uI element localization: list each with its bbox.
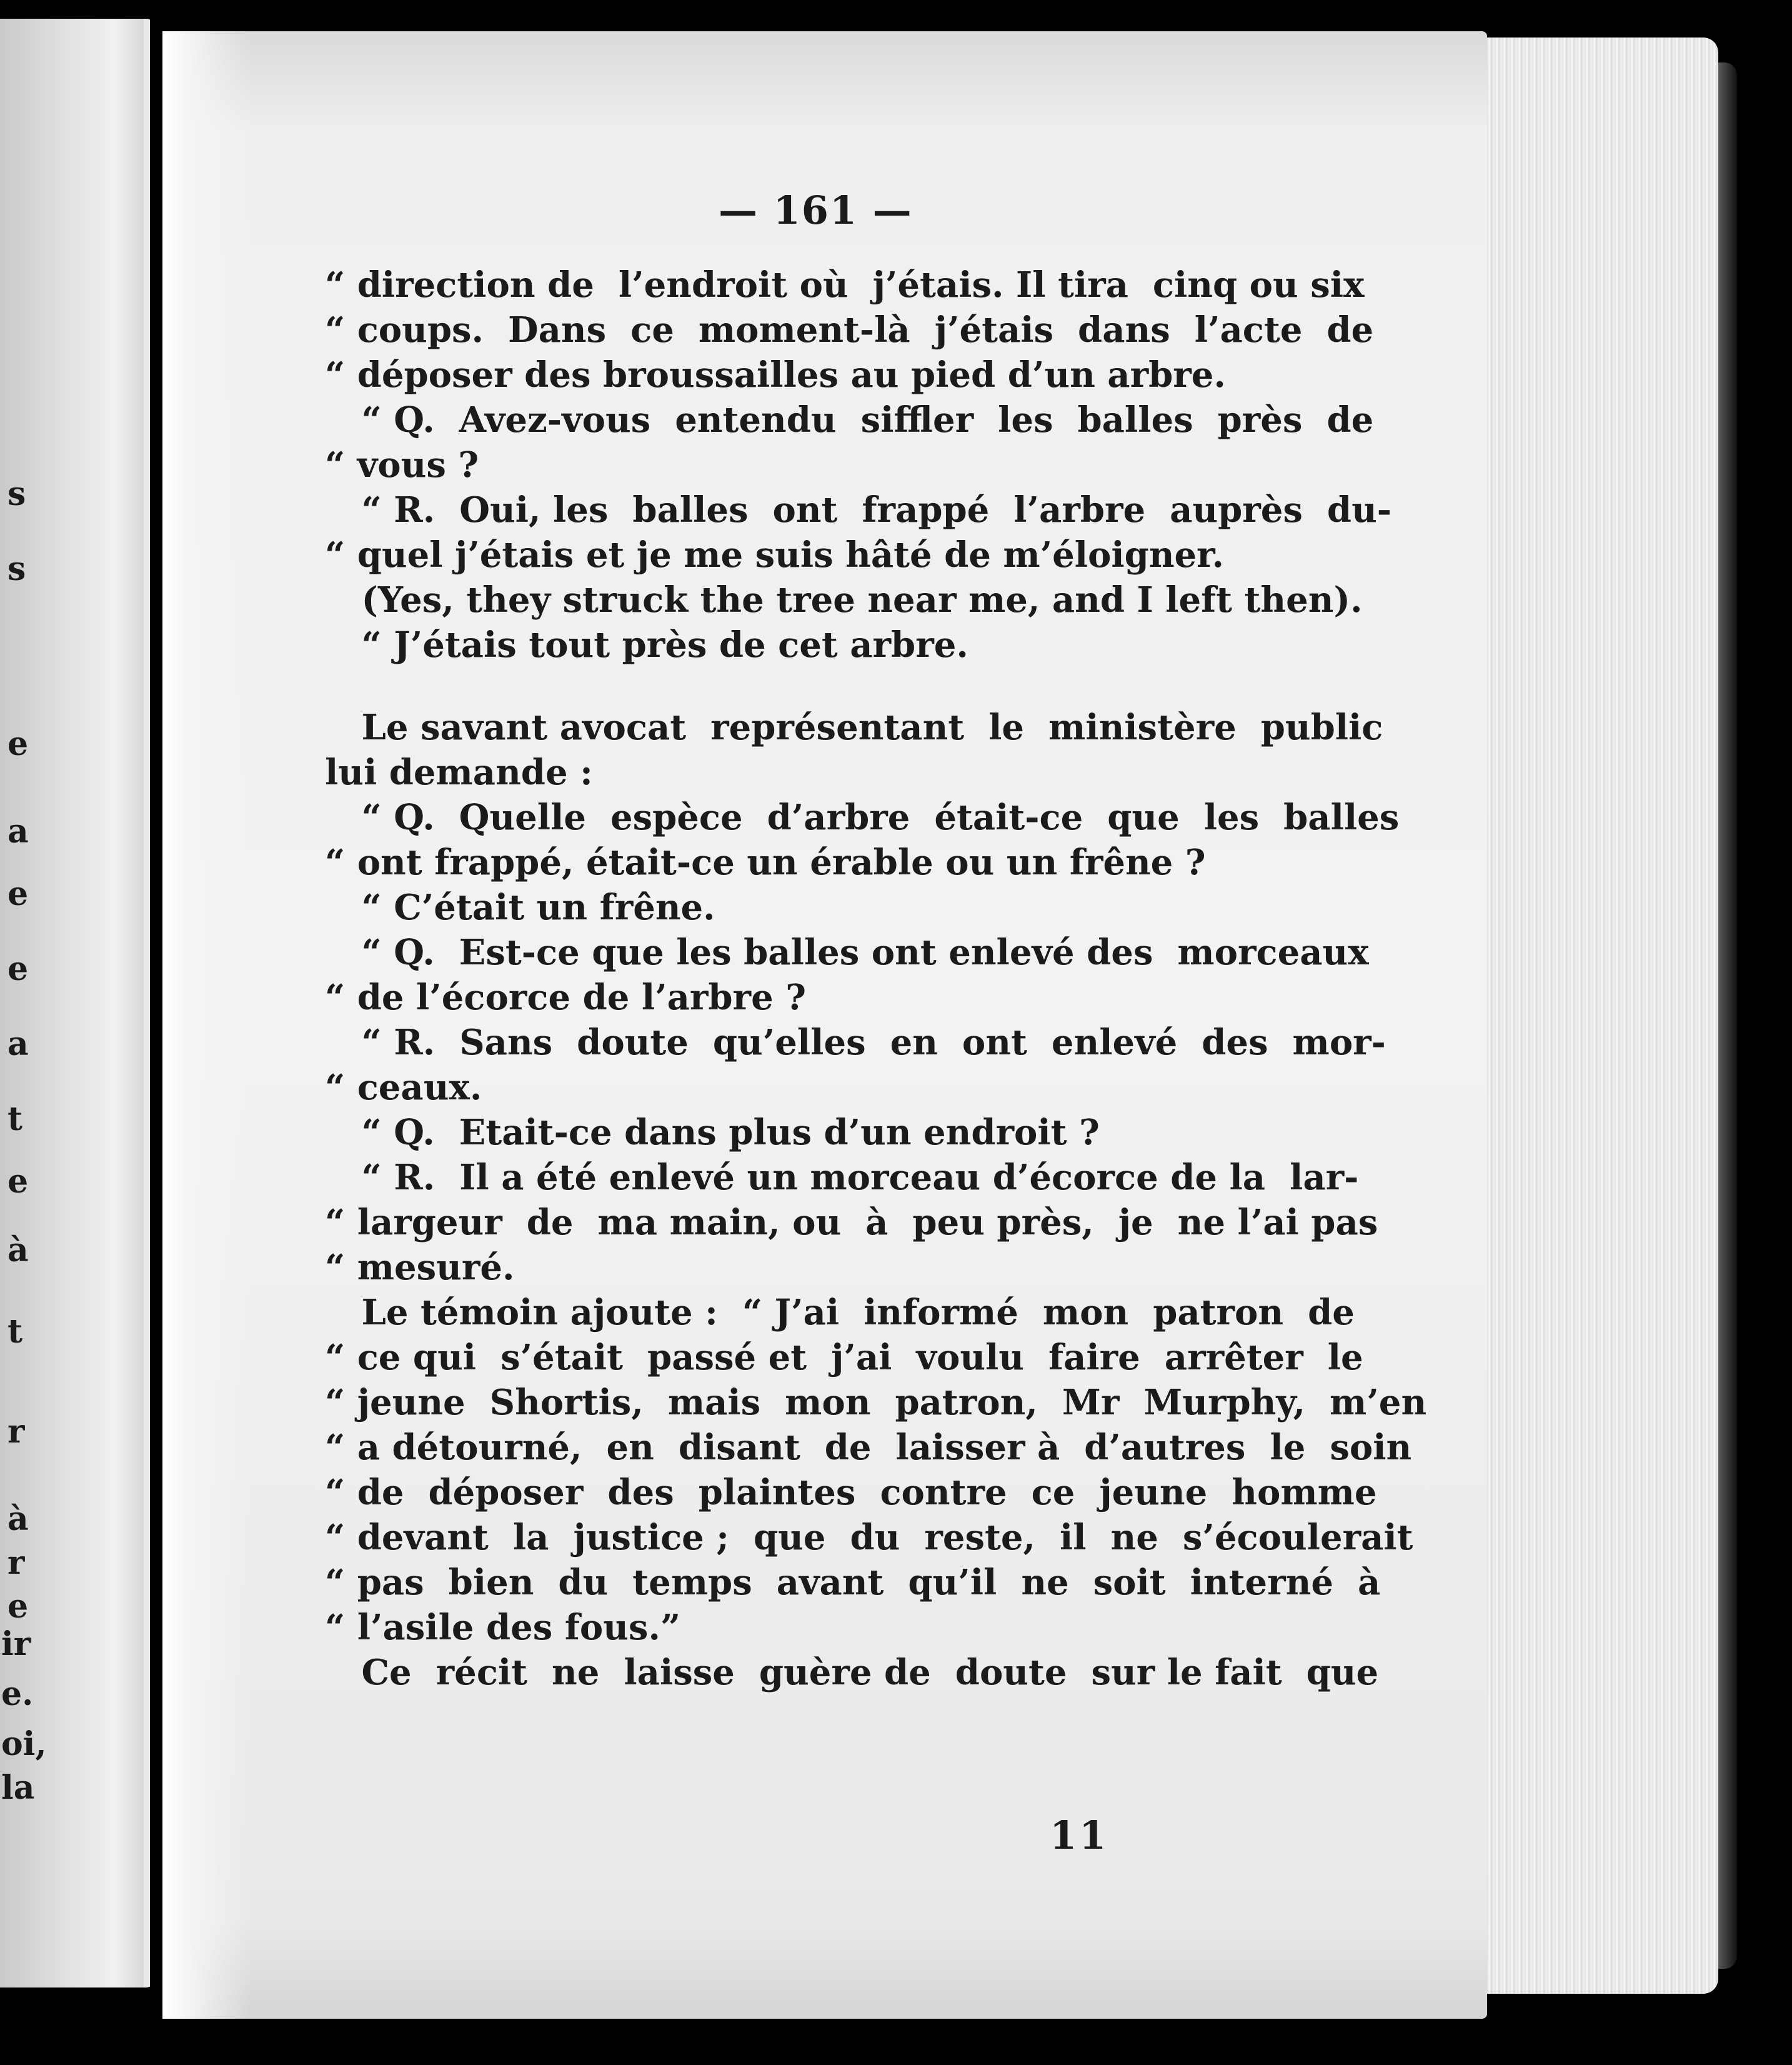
text-line: “ ont frappé, était-ce un érable ou un frêne ?	[325, 842, 1206, 883]
signature-mark: 11	[1050, 1812, 1109, 1858]
margin-fragment: t	[7, 1312, 23, 1351]
text-line: Le savant avocat représentant le ministère public	[325, 707, 1383, 748]
margin-fragment: oi,	[1, 1725, 47, 1763]
margin-fragment: à	[7, 1500, 29, 1538]
page-edges-stack	[1456, 38, 1718, 1994]
text-line: Le témoin ajoute : “ J’ai informé mon patron de	[325, 1292, 1355, 1333]
text-line: “ J’étais tout près de cet arbre.	[325, 624, 968, 666]
text-line: “ C’était un frêne.	[325, 887, 715, 928]
margin-fragment: r	[7, 1412, 25, 1451]
text-line: Ce récit ne laisse guère de doute sur le fait que	[325, 1652, 1379, 1693]
text-line: “ ce qui s’était passé et j’ai voulu faire arrêter le	[325, 1337, 1363, 1378]
margin-fragment: s	[7, 550, 26, 588]
margin-fragment: s	[7, 475, 26, 513]
margin-fragment: e.	[1, 1675, 34, 1713]
text-line: lui demande :	[325, 752, 593, 793]
text-line: “ jeune Shortis, mais mon patron, Mr Murphy, m’en	[325, 1382, 1427, 1423]
text-line: “ quel j’étais et je me suis hâté de m’éloigner.	[325, 534, 1225, 576]
text-line: “ Q. Est-ce que les balles ont enlevé des morceaux	[325, 932, 1369, 973]
text-line: “ devant la justice ; que du reste, il ne s’écoulerait	[325, 1517, 1413, 1558]
paragraph-gap	[325, 668, 1262, 705]
text-line: “ ceaux.	[325, 1067, 482, 1108]
text-line: “ Q. Etait-ce dans plus d’un endroit ?	[325, 1112, 1100, 1153]
text-line: “ pas bien du temps avant qu’il ne soit interné à	[325, 1562, 1381, 1603]
text-line: “ a détourné, en disant de laisser à d’autres le soin	[325, 1427, 1412, 1468]
margin-fragment: la	[1, 1769, 35, 1807]
margin-fragment: e	[7, 1588, 29, 1626]
margin-fragment: e	[7, 725, 29, 763]
text-line: “ R. Il a été enlevé un morceau d’écorce de la lar-	[325, 1157, 1359, 1198]
text-line: “ vous ?	[325, 444, 479, 486]
text-line: “ coups. Dans ce moment-là j’étais dans l’acte de	[325, 309, 1374, 351]
page-body-text	[325, 262, 1427, 1695]
text-line: “ R. Sans doute qu’elles en ont enlevé des mor-	[325, 1022, 1386, 1063]
text-line: “ R. Oui, les balles ont frappé l’arbre auprès du-	[325, 489, 1392, 531]
margin-fragment: ir	[1, 1625, 31, 1663]
margin-fragment: a	[7, 1025, 29, 1063]
text-line: “ Q. Avez-vous entendu siffler les balles près de	[325, 399, 1374, 441]
text-line: “ de déposer des plaintes contre ce jeune homme	[325, 1472, 1377, 1513]
text-line: “ direction de l’endroit où j’étais. Il tira cinq ou six	[325, 264, 1365, 306]
page-number: — 161 —	[719, 188, 913, 233]
margin-fragment: e	[7, 950, 29, 988]
text-line: “ mesuré.	[325, 1247, 515, 1288]
text-line: “ déposer des broussailles au pied d’un arbre.	[325, 354, 1226, 396]
margin-fragment: t	[7, 1100, 23, 1138]
margin-fragment: e	[7, 1162, 29, 1201]
text-line: “ l’asile des fous.”	[325, 1607, 681, 1648]
text-line: (Yes, they struck the tree near me, and I left then).	[325, 579, 1363, 621]
text-line: “ Q. Quelle espèce d’arbre était-ce que les balles	[325, 797, 1400, 838]
text-line: “ de l’écorce de l’arbre ?	[325, 977, 806, 1018]
margin-fragment: e	[7, 875, 29, 913]
margin-fragment: a	[7, 812, 29, 851]
margin-fragment: r	[7, 1544, 25, 1582]
margin-fragment: à	[7, 1231, 29, 1269]
text-line: “ largeur de ma main, ou à peu près, je ne l’ai pas	[325, 1202, 1378, 1243]
